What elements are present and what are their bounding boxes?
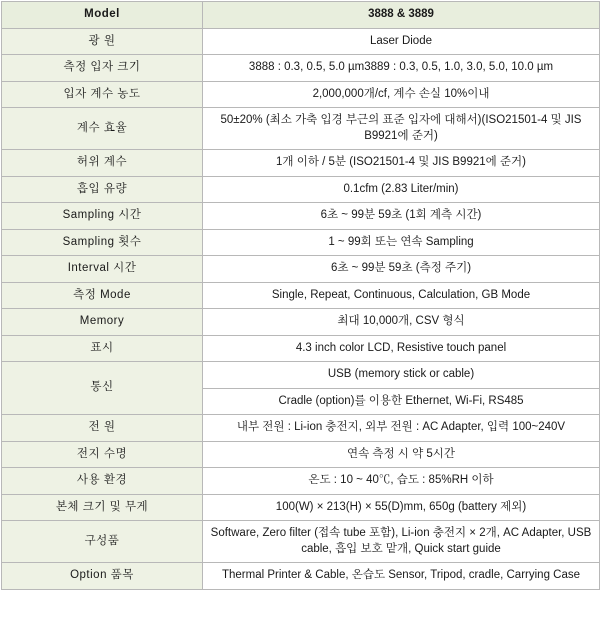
row-value-cell: 연속 측정 시 약 5시간	[203, 441, 600, 468]
row-value-cell: Software, Zero filter (접속 tube 포함), Li-ion 충전지 × 2개, AC Adapter, USB cable, 흡입 보호 맡개, Quick start guide	[203, 521, 600, 563]
table-row	[2, 521, 600, 563]
row-label-cell: Sampling 횟수	[2, 229, 203, 256]
table-row	[2, 468, 600, 495]
row-value-cell: Thermal Printer & Cable, 온습도 Sensor, Tripod, cradle, Carrying Case	[203, 563, 600, 590]
table-row	[2, 203, 600, 230]
row-value-cell: USB (memory stick or cable)	[203, 362, 600, 389]
table-row	[2, 563, 600, 590]
row-value-cell: 온도 : 10 ~ 40℃, 습도 : 85%RH 이하	[203, 468, 600, 495]
row-label-cell: 측정 입자 크기	[2, 55, 203, 82]
row-value-cell: 2,000,000개/cf, 계수 손실 10%이내	[203, 81, 600, 108]
row-value-cell: 100(W) × 213(H) × 55(D)mm, 650g (battery 제외)	[203, 494, 600, 521]
row-value-cell: Laser Diode	[203, 28, 600, 55]
row-label-cell: Sampling 시간	[2, 203, 203, 230]
row-value-cell: 내부 전원 : Li-ion 충전지, 외부 전원 : AC Adapter, 입력 100~240V	[203, 415, 600, 442]
table-row	[2, 81, 600, 108]
row-value-cell: 3888 : 0.3, 0.5, 5.0 µm3889 : 0.3, 0.5, 1.0, 3.0, 5.0, 10.0 µm	[203, 55, 600, 82]
row-value-cell: 6초 ~ 99분 59초 (1회 계측 시간)	[203, 203, 600, 230]
row-label-cell: 허위 계수	[2, 150, 203, 177]
row-label-cell: 측정 Mode	[2, 282, 203, 309]
row-label-cell: 구성품	[2, 521, 203, 563]
row-label-cell: 광 원	[2, 28, 203, 55]
row-label-cell: 표시	[2, 335, 203, 362]
table-row	[2, 55, 600, 82]
row-label-cell: 사용 환경	[2, 468, 203, 495]
table-row	[2, 362, 600, 389]
table-header-row	[2, 2, 600, 29]
row-value-cell: 0.1cfm (2.83 Liter/min)	[203, 176, 600, 203]
row-value-cell: 1개 이하 / 5분 (ISO21501-4 및 JIS B9921에 준거)	[203, 150, 600, 177]
row-value-cell: 최대 10,000개, CSV 형식	[203, 309, 600, 336]
table-row	[2, 441, 600, 468]
header-label-cell: Model	[2, 2, 203, 29]
row-label-cell: 입자 계수 농도	[2, 81, 203, 108]
row-value-cell: 1 ~ 99회 또는 연속 Sampling	[203, 229, 600, 256]
row-value-cell: 6초 ~ 99분 59초 (측정 주기)	[203, 256, 600, 283]
row-label-cell: Interval 시간	[2, 256, 203, 283]
row-label-cell: 통신	[2, 362, 203, 415]
table-row	[2, 229, 600, 256]
table-row	[2, 415, 600, 442]
row-value-cell: 4.3 inch color LCD, Resistive touch panel	[203, 335, 600, 362]
header-value-cell: 3888 & 3889	[203, 2, 600, 29]
table-row	[2, 256, 600, 283]
row-label-cell: 전 원	[2, 415, 203, 442]
table-row	[2, 494, 600, 521]
row-value-cell: Single, Repeat, Continuous, Calculation, GB Mode	[203, 282, 600, 309]
row-label-cell: Memory	[2, 309, 203, 336]
table-row	[2, 309, 600, 336]
table-body	[2, 2, 600, 590]
table-row	[2, 108, 600, 150]
table-row	[2, 28, 600, 55]
table-row	[2, 335, 600, 362]
row-label-cell: 전지 수명	[2, 441, 203, 468]
specification-table	[1, 1, 600, 590]
table-row	[2, 176, 600, 203]
table-row	[2, 150, 600, 177]
table-row	[2, 282, 600, 309]
row-label-cell: 본체 크기 및 무게	[2, 494, 203, 521]
row-label-cell: 계수 효율	[2, 108, 203, 150]
row-value-cell: Cradle (option)를 이용한 Ethernet, Wi-Fi, RS485	[203, 388, 600, 415]
row-label-cell: 흡입 유량	[2, 176, 203, 203]
row-value-cell: 50±20% (최소 가축 입경 부근의 표준 입자에 대해서)(ISO21501-4 및 JIS B9921에 준거)	[203, 108, 600, 150]
row-label-cell: Option 품목	[2, 563, 203, 590]
